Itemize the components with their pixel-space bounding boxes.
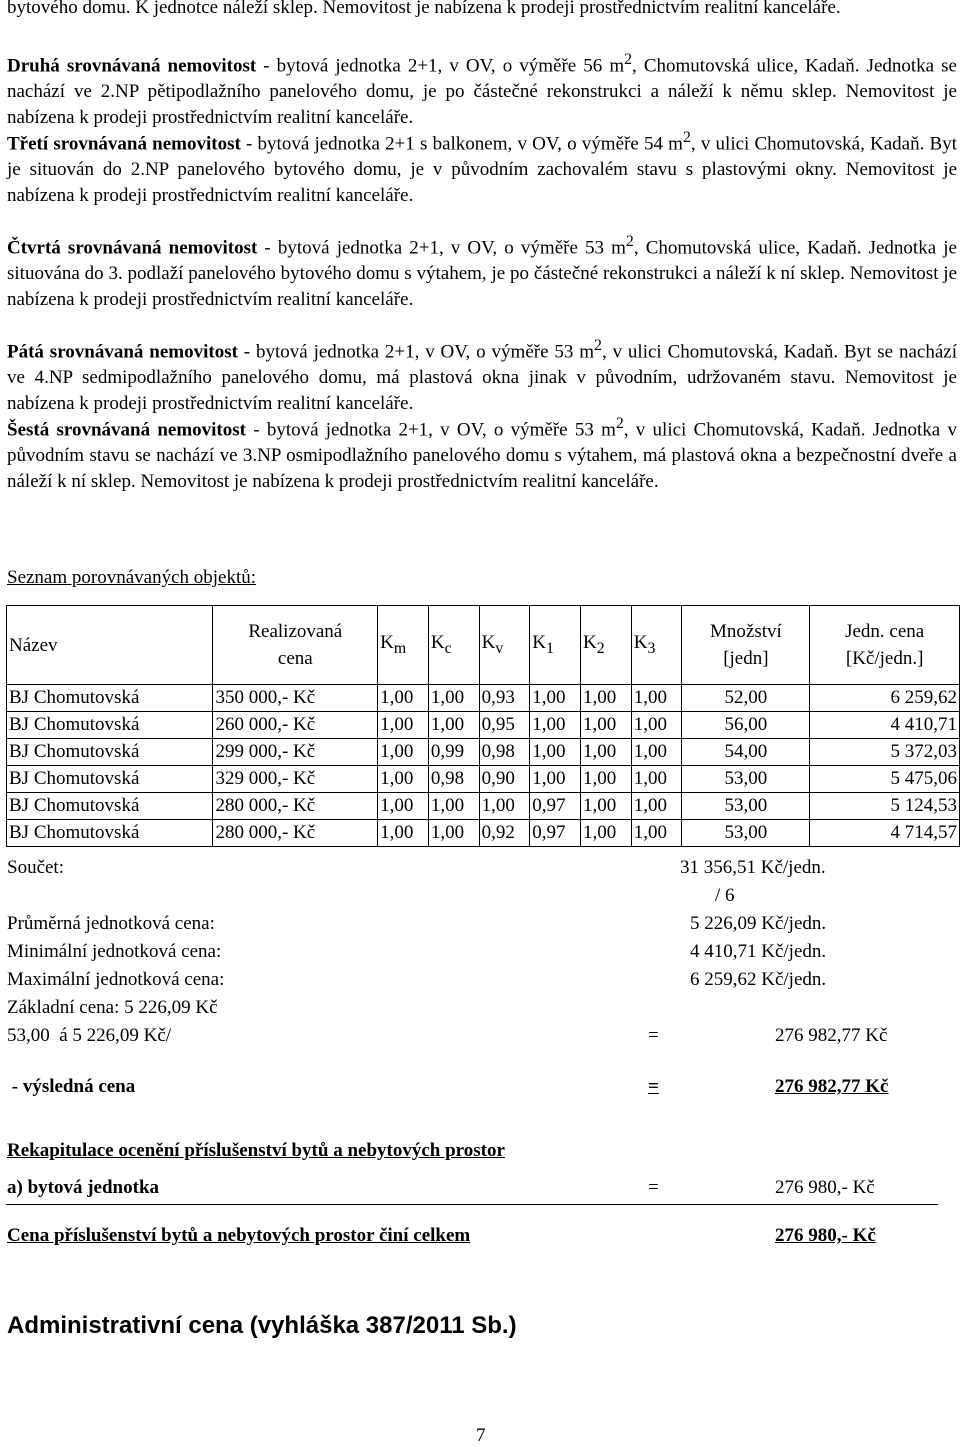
table-row: [7, 820, 960, 847]
table-row: [7, 739, 960, 766]
cell-k3: 1,00: [631, 793, 682, 820]
cell-kv: 0,90: [479, 766, 530, 793]
recap-total-label: Cena příslušenství bytů a nebytových prostor činí celkem: [7, 1225, 471, 1246]
table-row: [7, 793, 960, 820]
table-row: [7, 685, 960, 712]
cell-kv: 0,95: [479, 712, 530, 739]
table-header-row: [7, 606, 960, 685]
superscript: 2: [624, 51, 633, 68]
cell-kc: 0,99: [428, 739, 479, 766]
superscript: 2: [594, 337, 602, 354]
calculation-equals: =: [648, 1025, 659, 1046]
page-number: 7: [476, 1425, 486, 1446]
average-value: 5 226,09 Kč/jedn.: [690, 913, 827, 934]
cell-mn: 53,00: [682, 793, 810, 820]
header-k1: $K_1$: [530, 606, 581, 685]
recap-total-value: 276 980,- Kč: [775, 1225, 876, 1246]
cell-kv: 0,92: [479, 820, 530, 847]
paragraph-text: , v ulici Chomutovská, Kadaň. Byt je situován do 2.NP panelového bytového domu, je v původním zachovalém stavu s plastovými okny. Nemovitost je nabízena k prodeji prostřednictvím realitní kanceláře.: [7, 133, 958, 207]
cell-kc: 1,00: [428, 685, 479, 712]
cell-mn: 56,00: [682, 712, 810, 739]
paragraph-text: , Chomutovská ulice, Kadaň. Jednotka se nachází ve 2.NP pětipodlažního panelového domu, je po částečné rekonstrukci a náleží k němu sklep. Nemovitost je nabízena k prodeji prostřednictvím realitní kanceláře.: [7, 55, 957, 129]
result-price-label: - výsledná cena: [7, 1076, 136, 1097]
cell-kv: 0,93: [479, 685, 530, 712]
cell-k2: 1,00: [581, 793, 632, 820]
paragraph-third-comparable: [7, 125, 957, 209]
recap-a-equals: =: [648, 1177, 659, 1198]
paragraph-fifth-comparable: [7, 333, 957, 417]
cell-cena: 350 000,- Kč: [213, 685, 378, 712]
cell-name: BJ Chomutovská: [7, 739, 213, 766]
cell-jc: 4 714,57: [810, 820, 960, 847]
cell-jc: 5 124,53: [810, 793, 960, 820]
property-heading: Čtvrtá srovnávaná nemovitost: [7, 237, 258, 259]
cell-k1: 0,97: [530, 793, 581, 820]
cell-k3: 1,00: [631, 739, 682, 766]
comparison-list-heading: Seznam porovnávaných objektů:: [7, 567, 257, 588]
cell-name: BJ Chomutovská: [7, 712, 213, 739]
cell-k2: 1,00: [581, 820, 632, 847]
minimum-value: 4 410,71 Kč/jedn.: [690, 941, 827, 962]
table-row: [7, 712, 960, 739]
header-k2: $K_2$: [581, 606, 632, 685]
property-heading: Pátá srovnávaná nemovitost: [7, 341, 238, 363]
header-unit-price: Jedn. cena [Kč/jedn.]: [810, 606, 960, 685]
recap-a-label: a) bytová jednotka: [7, 1177, 160, 1198]
comparison-table: [6, 605, 960, 847]
cell-jc: 6 259,62: [810, 685, 960, 712]
cell-name: BJ Chomutovská: [7, 685, 213, 712]
paragraph-text: - bytová jednotka 2+1, v OV, o výměře 53 m: [246, 419, 616, 441]
header-km: $K_m$: [378, 606, 429, 685]
cell-cena: 329 000,- Kč: [213, 766, 378, 793]
property-heading: Šestá srovnávaná nemovitost: [7, 419, 246, 441]
cell-k1: 1,00: [530, 685, 581, 712]
cell-jc: 5 372,03: [810, 739, 960, 766]
cell-kv: 0,98: [479, 739, 530, 766]
calculation-left: 53,00 á 5 226,09 Kč/: [7, 1025, 172, 1046]
cell-jc: 4 410,71: [810, 712, 960, 739]
cell-mn: 53,00: [682, 820, 810, 847]
paragraph-text: , Chomutovská ulice, Kadaň. Jednotka je situována do 3. podlaží panelového bytového domu s výtahem, je po částečné rekonstrukci a náleží k ní sklep. Nemovitost je nabízena k prodeji prostřednictvím realitní kanceláře.: [7, 237, 957, 311]
table-row: [7, 766, 960, 793]
superscript: 2: [615, 415, 624, 432]
paragraph-text: , v ulici Chomutovská, Kadaň. Jednotka v původním stavu se nachází ve 3.NP osmipodlažního panelového domu s výtahem, má plastová okna a bezpečnostní dveře a náleží k ní sklep. Nemovitost je nabízena k prodeji prostřednictvím realitní kanceláře.: [7, 419, 957, 493]
cell-kc: 0,98: [428, 766, 479, 793]
paragraph-first-comparable-end: [7, 0, 957, 21]
cell-k2: 1,00: [581, 685, 632, 712]
cell-k1: 0,97: [530, 820, 581, 847]
cell-cena: 260 000,- Kč: [213, 712, 378, 739]
cell-kc: 1,00: [428, 820, 479, 847]
superscript: 2: [682, 129, 691, 146]
cell-k2: 1,00: [581, 766, 632, 793]
result-price-value: 276 982,77 Kč: [775, 1076, 889, 1097]
cell-mn: 54,00: [682, 739, 810, 766]
cell-k3: 1,00: [631, 766, 682, 793]
recap-a-value: 276 980,- Kč: [775, 1177, 875, 1198]
paragraph-second-comparable: [7, 47, 957, 131]
property-heading: Třetí srovnávaná nemovitost: [7, 133, 241, 155]
header-name: Název: [7, 606, 213, 685]
paragraph-text: - bytová jednotka 2+1, v OV, o výměře 56 m: [256, 55, 625, 77]
cell-mn: 53,00: [682, 766, 810, 793]
header-realized-price: Realizovaná cena: [213, 606, 378, 685]
cell-kv: 1,00: [479, 793, 530, 820]
cell-km: 1,00: [378, 766, 429, 793]
cell-kc: 1,00: [428, 712, 479, 739]
paragraph-text: - bytová jednotka 2+1 s balkonem, v OV, o výměře 54 m: [240, 133, 683, 155]
cell-k1: 1,00: [530, 739, 581, 766]
superscript: 2: [625, 233, 634, 250]
paragraph-sixth-comparable: [7, 411, 957, 495]
paragraph-fourth-comparable: [7, 229, 957, 313]
calculation-value: 276 982,77 Kč: [775, 1025, 888, 1046]
cell-km: 1,00: [378, 739, 429, 766]
cell-cena: 280 000,- Kč: [213, 793, 378, 820]
header-quantity: Množství [jedn]: [682, 606, 810, 685]
cell-k3: 1,00: [631, 712, 682, 739]
cell-name: BJ Chomutovská: [7, 793, 213, 820]
maximum-value: 6 259,62 Kč/jedn.: [690, 969, 827, 990]
cell-km: 1,00: [378, 793, 429, 820]
cell-name: BJ Chomutovská: [7, 766, 213, 793]
paragraph-text: bytového domu. K jednotce náleží sklep. Nemovitost je nabízena k prodeji prostřednictvím realitní kanceláře.: [7, 0, 841, 18]
paragraph-text: , v ulici Chomutovská, Kadaň. Byt se nachází ve 4.NP sedmipodlažního panelového domu, má plastová okna jinak v původním, udržovaném stavu. Nemovitost je nabízena k prodeji prostřednictvím realitní kanceláře.: [7, 341, 957, 415]
maximum-label: Maximální jednotková cena:: [7, 969, 225, 990]
sum-label: Součet:: [7, 857, 64, 878]
cell-km: 1,00: [378, 820, 429, 847]
cell-k2: 1,00: [581, 712, 632, 739]
paragraph-text: - bytová jednotka 2+1, v OV, o výměře 53 m: [257, 237, 626, 259]
cell-k1: 1,00: [530, 766, 581, 793]
divisor: / 6: [715, 885, 735, 906]
recap-divider: [6, 1204, 938, 1205]
cell-cena: 299 000,- Kč: [213, 739, 378, 766]
section-title: Administrativní cena (vyhláška 387/2011 Sb.): [7, 1312, 517, 1339]
header-k3: $K_3$: [631, 606, 682, 685]
minimum-label: Minimální jednotková cena:: [7, 941, 222, 962]
average-label: Průměrná jednotková cena:: [7, 913, 215, 934]
base-price: Základní cena: 5 226,09 Kč: [7, 997, 218, 1018]
property-heading: Druhá srovnávaná nemovitost: [7, 55, 257, 77]
cell-mn: 52,00: [682, 685, 810, 712]
result-price-equals: =: [648, 1076, 659, 1097]
cell-k1: 1,00: [530, 712, 581, 739]
cell-jc: 5 475,06: [810, 766, 960, 793]
cell-k2: 1,00: [581, 739, 632, 766]
header-kc: $K_c$: [428, 606, 479, 685]
recap-heading: Rekapitulace ocenění příslušenství bytů a nebytových prostor: [7, 1140, 505, 1161]
header-kv: $K_v$: [479, 606, 530, 685]
cell-k3: 1,00: [631, 685, 682, 712]
cell-k3: 1,00: [631, 820, 682, 847]
paragraph-text: - bytová jednotka 2+1, v OV, o výměře 53 m: [237, 341, 595, 363]
cell-kc: 1,00: [428, 793, 479, 820]
cell-km: 1,00: [378, 685, 429, 712]
sum-value: 31 356,51 Kč/jedn.: [680, 857, 826, 878]
cell-cena: 280 000,- Kč: [213, 820, 378, 847]
cell-name: BJ Chomutovská: [7, 820, 213, 847]
cell-km: 1,00: [378, 712, 429, 739]
